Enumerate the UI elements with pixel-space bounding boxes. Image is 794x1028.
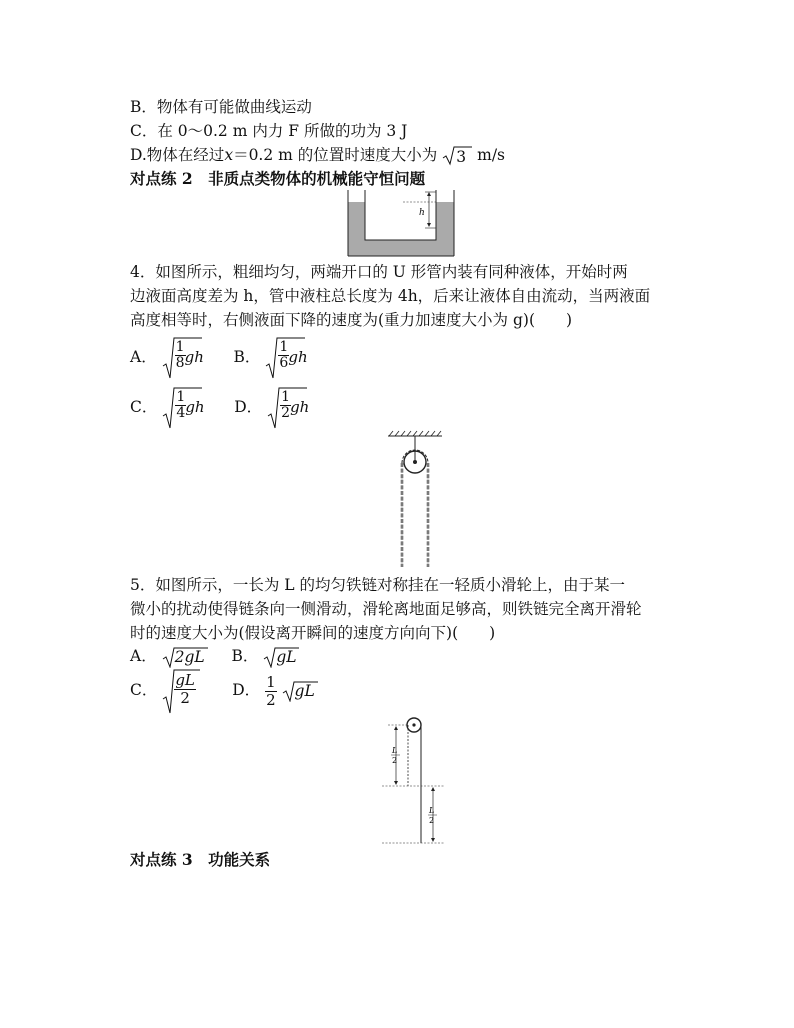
q4-option-c-label: C． (130, 398, 158, 416)
label-left-den: 2 (392, 756, 398, 765)
q5-c-num: gL (175, 671, 195, 689)
q3-option-d-unit: m/s (477, 146, 506, 164)
q5-option-c-label: C． (130, 681, 158, 699)
q5-option-b-sqrt (263, 646, 299, 668)
q3-option-d (130, 145, 505, 166)
q4-option-d-label: D． (234, 398, 263, 416)
q4-a-gh: gh (184, 348, 204, 366)
q3-option-d-prefix: D.物体在经过 (130, 146, 225, 164)
q4-options-row1 (130, 335, 308, 379)
q4-c-num: 1 (176, 389, 186, 405)
q5-option-d-label: D． (232, 681, 261, 699)
q5-option-d-sqrt (282, 680, 318, 702)
q4-option-c-sqrt (162, 386, 205, 430)
q5-options-row2 (130, 667, 318, 713)
ceiling-hatch (389, 431, 441, 436)
q5-line1: 5．如图所示，一长为 L 的均匀铁链对称挂在一轻质小滑轮上，由于某一 (130, 576, 626, 594)
liquid-left-column (436, 202, 454, 230)
section3-title: 对点练 3 功能关系 (130, 850, 271, 869)
q4-d-gh: gh (290, 398, 310, 416)
q4-a-num: 1 (175, 339, 185, 355)
q5-option-b-label: B． (231, 647, 259, 665)
q4-b-gh: gh (288, 348, 308, 366)
label-right-num: L (429, 806, 435, 815)
q4-line2: 边液面高度差为 h，管中液柱总长度为 4h，后来让液体自由流动，当两液面 (130, 287, 651, 305)
q4-option-b-sqrt (265, 336, 308, 380)
q4-option-b-label: B． (233, 348, 261, 366)
q5-line2: 微小的扰动使得链条向一侧滑动，滑轮离地面足够高，则铁链完全离开滑轮 (130, 600, 642, 618)
q4-option-d-sqrt (267, 386, 310, 430)
q4-d-num: 1 (281, 389, 290, 405)
label-right-den: 2 (429, 816, 435, 825)
q4-c-gh: gh (185, 398, 205, 416)
q5-d-num: 1 (266, 672, 276, 691)
q4-option-a-label: A． (130, 348, 157, 366)
q5-options-row1 (130, 644, 299, 668)
q5-b-expr: gL (276, 648, 297, 666)
q5-option-a-label: A． (130, 647, 157, 665)
q4-options-row2 (130, 385, 310, 429)
liquid-right-column (348, 202, 365, 230)
q5-c-den: 2 (180, 689, 190, 707)
inner-gap (365, 190, 436, 240)
q5-a-expr: 2gL (174, 648, 205, 666)
q4-d-den: 2 (281, 405, 290, 421)
q3-option-d-mid: ＝0.2 m 的位置时速度大小为 (233, 146, 438, 164)
q3-option-c: C．在 0～0.2 m 内力 F 所做的功为 3 J (130, 122, 408, 140)
q5-d-den: 2 (266, 690, 276, 709)
figure-u-tube (345, 190, 457, 258)
sqrt-symbol (442, 146, 472, 166)
label-h: h (419, 208, 425, 218)
q5-d-expr: gL (294, 682, 315, 700)
q3-option-d-root: 3 (456, 148, 467, 166)
label-left-num: L (392, 746, 398, 755)
q4-option-a-sqrt (162, 336, 202, 380)
q5-option-c-sqrt (162, 668, 200, 714)
q4-b-den: 6 (279, 355, 289, 371)
q5-option-c-frac (174, 672, 196, 707)
figure-chain-leaving (380, 716, 450, 846)
q3-option-b: B．物体有可能做曲线运动 (130, 98, 312, 116)
q5-line3: 时的速度大小为(假设离开瞬间的速度方向向下)( ) (130, 624, 496, 642)
q4-a-den: 8 (175, 355, 185, 371)
figure-chain-pulley (385, 430, 445, 570)
section2-title: 对点练 2 非质点类物体的机械能守恒问题 (130, 169, 426, 188)
q4-b-num: 1 (279, 339, 289, 355)
q5-option-a-sqrt (162, 646, 208, 668)
q4-line3: 高度相等时，右侧液面下降的速度为(重力加速度大小为 g)( ) (130, 311, 573, 329)
q4-line1: 4．如图所示，粗细均匀，两端开口的 U 形管内装有同种液体，开始时两 (130, 263, 628, 281)
q4-c-den: 4 (176, 405, 186, 421)
q5-option-d-frac (265, 674, 277, 709)
q3-option-d-var: x (224, 146, 234, 164)
